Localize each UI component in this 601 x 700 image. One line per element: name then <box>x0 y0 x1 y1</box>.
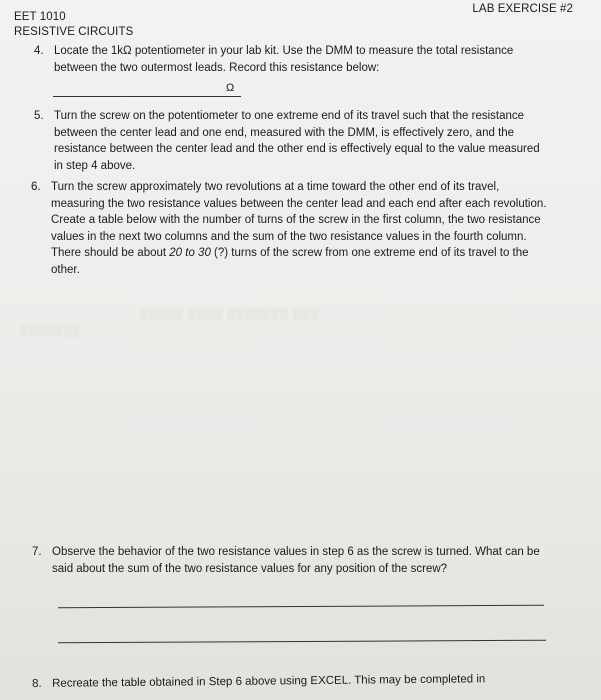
answer-line-step7[interactable] <box>58 605 544 609</box>
item-text <box>51 179 551 278</box>
item-text: Turn the screw on the potentiometer to one extreme end of its travel such that the resistance between the center lead and one end, measured with the DMM, is effectively zero, and the resistance between the center lead and the other end is effectively equal to the value measured in step 4 above. <box>54 110 540 172</box>
item-number: 7. <box>32 546 42 558</box>
list-item-4 <box>34 43 554 79</box>
list-item-7 <box>32 544 552 580</box>
item-text-part: Turn the screw approximately two revolutions at a time toward the other end of its travel, measuring the two resistance values between the center lead and each end after each revolution. Create a table below with the number of turns of the screw in the first column, the two resistance values in the next two columns and the sum of the two resistance values in the fourth column. There should be about <box>51 181 547 259</box>
item-text-italic: 20 to 30 <box>169 247 211 259</box>
item-number: 5. <box>34 110 44 122</box>
course-code: EET 1010 <box>14 11 66 23</box>
answer-line-step4[interactable] <box>53 96 241 97</box>
item-text: Recreate the table obtained in Step 6 above using EXCEL. This may be completed in <box>52 673 486 690</box>
bleed-through-text: ▒▒▒▒▒▒▒ <box>20 325 82 337</box>
lab-exercise-title: LAB EXERCISE #2 <box>472 3 573 15</box>
list-item-8 <box>32 671 552 696</box>
item-number: 6. <box>31 181 41 193</box>
item-number: 8. <box>32 677 42 690</box>
item-text: Locate the 1kΩ potentiometer in your lab kit. Use the DMM to measure the total resistance between the two outermost leads. Record this resistance below: <box>54 45 514 74</box>
item-text: Observe the behavior of the two resistance values in step 6 as the screw is turned. What can be said about the sum of the two resistance values for any position of the screw? <box>52 546 540 575</box>
item-text-part: (?) turns of the screw from one extreme end of its travel to the other. <box>51 247 529 276</box>
ohm-unit-label: Ω <box>226 82 235 94</box>
answer-line-step7[interactable] <box>58 640 546 644</box>
list-item-6 <box>31 179 551 283</box>
course-subtitle: RESISTIVE CIRCUITS <box>14 26 134 38</box>
item-number: 4. <box>34 45 44 57</box>
list-item-5 <box>34 108 548 178</box>
bleed-through-text: ▒▒▒▒▒ ▒▒▒▒ ▒▒▒▒▒▒▒ ▒▒▒ <box>140 308 320 320</box>
